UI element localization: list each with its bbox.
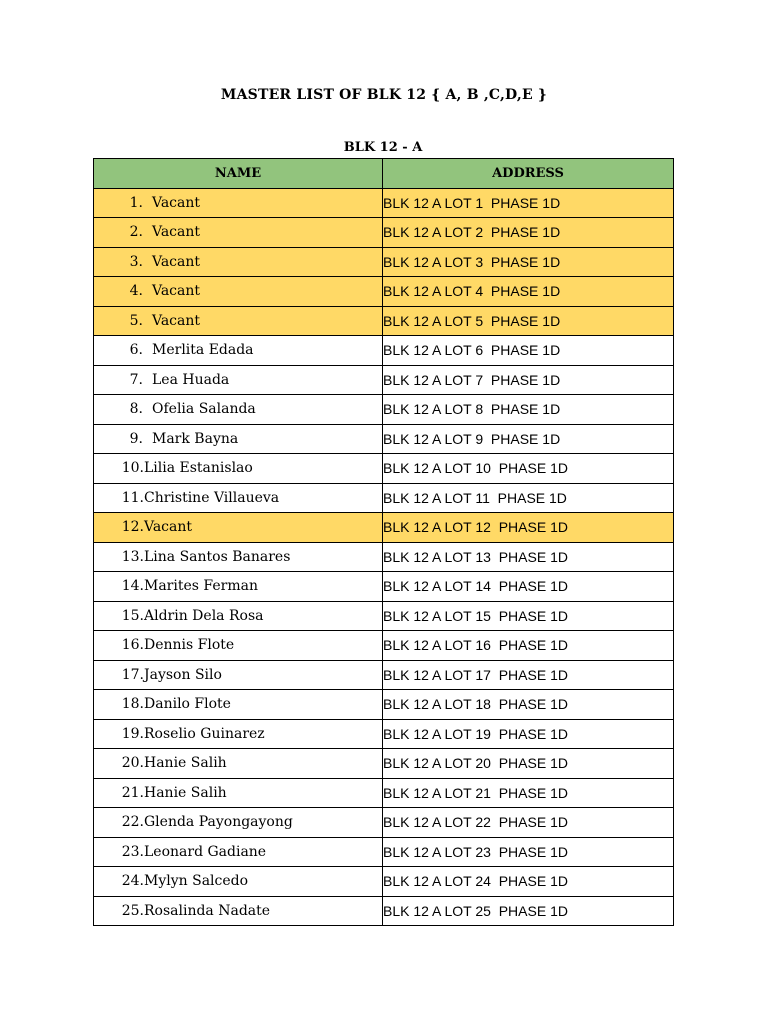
document-title: MASTER LIST OF BLK 12 { A, B ,C,D,E } xyxy=(220,87,548,103)
resident-name: Jayson Silo xyxy=(144,666,222,683)
table-row xyxy=(94,572,674,602)
table-row xyxy=(94,778,674,808)
resident-name: Vacant xyxy=(152,253,201,270)
row-number: 3. xyxy=(129,253,143,270)
resident-name-cell xyxy=(94,336,383,366)
resident-name: Danilo Flote xyxy=(144,696,231,713)
row-number: 8. xyxy=(129,401,143,418)
address-cell: BLK 12 A LOT 12 PHASE 1D xyxy=(383,513,674,543)
row-number: 2. xyxy=(129,224,143,241)
table-row xyxy=(94,690,674,720)
row-number: 11. xyxy=(121,489,144,506)
resident-name-cell xyxy=(94,808,383,838)
address-cell: BLK 12 A LOT 11 PHASE 1D xyxy=(383,483,674,513)
address-cell: BLK 12 A LOT 10 PHASE 1D xyxy=(383,454,674,484)
address-cell: BLK 12 A LOT 3 PHASE 1D xyxy=(383,247,674,277)
resident-name-cell xyxy=(94,867,383,897)
resident-name-cell xyxy=(94,601,383,631)
resident-name: Mark Bayna xyxy=(152,430,239,447)
row-number: 6. xyxy=(129,342,143,359)
resident-name-cell xyxy=(94,188,383,218)
row-number: 24. xyxy=(121,873,144,890)
row-number: 4. xyxy=(129,283,143,300)
table-row xyxy=(94,631,674,661)
address-cell: BLK 12 A LOT 7 PHASE 1D xyxy=(383,365,674,395)
resident-name: Marites Ferman xyxy=(144,578,258,595)
table-row xyxy=(94,247,674,277)
resident-name: Dennis Flote xyxy=(144,637,235,654)
resident-name-cell xyxy=(94,896,383,926)
table-row xyxy=(94,896,674,926)
table-row xyxy=(94,277,674,307)
table-row xyxy=(94,660,674,690)
resident-name-cell xyxy=(94,572,383,602)
address-cell: BLK 12 A LOT 9 PHASE 1D xyxy=(383,424,674,454)
address-cell: BLK 12 A LOT 20 PHASE 1D xyxy=(383,749,674,779)
address-cell: BLK 12 A LOT 5 PHASE 1D xyxy=(383,306,674,336)
row-number: 14. xyxy=(121,578,144,595)
address-cell: BLK 12 A LOT 18 PHASE 1D xyxy=(383,690,674,720)
table-row xyxy=(94,542,674,572)
resident-name-cell xyxy=(94,424,383,454)
resident-name-cell xyxy=(94,542,383,572)
address-cell: BLK 12 A LOT 4 PHASE 1D xyxy=(383,277,674,307)
row-number: 7. xyxy=(129,371,143,388)
name-column-header: NAME xyxy=(94,159,383,189)
master-list-table xyxy=(93,158,674,926)
resident-name: Glenda Payongayong xyxy=(144,814,293,831)
table-row xyxy=(94,837,674,867)
resident-name: Hanie Salih xyxy=(144,755,227,772)
table-row xyxy=(94,306,674,336)
table-row xyxy=(94,336,674,366)
resident-name: Hanie Salih xyxy=(144,784,227,801)
resident-name-cell xyxy=(94,749,383,779)
row-number: 13. xyxy=(121,548,144,565)
resident-name: Rosalinda Nadate xyxy=(144,902,271,919)
table-row xyxy=(94,424,674,454)
address-cell: BLK 12 A LOT 17 PHASE 1D xyxy=(383,660,674,690)
resident-name: Mylyn Salcedo xyxy=(144,873,249,890)
table-body xyxy=(94,188,674,926)
table-row xyxy=(94,808,674,838)
table-row xyxy=(94,483,674,513)
table-row xyxy=(94,513,674,543)
table-row xyxy=(94,601,674,631)
resident-name: Vacant xyxy=(152,194,201,211)
resident-name: Vacant xyxy=(144,519,193,536)
row-number: 9. xyxy=(129,430,143,447)
address-cell: BLK 12 A LOT 21 PHASE 1D xyxy=(383,778,674,808)
resident-name-cell xyxy=(94,837,383,867)
resident-name: Lilia Estanislao xyxy=(144,460,253,477)
resident-name-cell xyxy=(94,631,383,661)
row-number: 15. xyxy=(121,607,144,624)
resident-name: Leonard Gadiane xyxy=(144,843,267,860)
address-column-header: ADDRESS xyxy=(383,159,674,189)
address-cell: BLK 12 A LOT 24 PHASE 1D xyxy=(383,867,674,897)
row-number: 22. xyxy=(121,814,144,831)
resident-name: Vacant xyxy=(152,283,201,300)
address-cell: BLK 12 A LOT 14 PHASE 1D xyxy=(383,572,674,602)
resident-name: Aldrin Dela Rosa xyxy=(144,607,264,624)
table-row xyxy=(94,719,674,749)
address-cell: BLK 12 A LOT 1 PHASE 1D xyxy=(383,188,674,218)
address-cell: BLK 12 A LOT 15 PHASE 1D xyxy=(383,601,674,631)
table-row xyxy=(94,454,674,484)
row-number: 1. xyxy=(129,194,143,211)
row-number: 17. xyxy=(121,666,144,683)
resident-name: Vacant xyxy=(152,224,201,241)
block-subtitle: BLK 12 - A xyxy=(343,140,423,155)
address-cell: BLK 12 A LOT 8 PHASE 1D xyxy=(383,395,674,425)
resident-name-cell xyxy=(94,218,383,248)
row-number: 21. xyxy=(121,784,144,801)
row-number: 23. xyxy=(121,843,144,860)
header-row xyxy=(94,159,674,189)
table-row xyxy=(94,188,674,218)
resident-name: Christine Villaueva xyxy=(144,489,280,506)
address-cell: BLK 12 A LOT 25 PHASE 1D xyxy=(383,896,674,926)
table-row xyxy=(94,365,674,395)
row-number: 16. xyxy=(121,637,144,654)
address-cell: BLK 12 A LOT 6 PHASE 1D xyxy=(383,336,674,366)
table-row xyxy=(94,867,674,897)
row-number: 20. xyxy=(121,755,144,772)
resident-name: Merlita Edada xyxy=(152,342,254,359)
resident-name-cell xyxy=(94,513,383,543)
address-cell: BLK 12 A LOT 16 PHASE 1D xyxy=(383,631,674,661)
table-row xyxy=(94,395,674,425)
address-cell: BLK 12 A LOT 22 PHASE 1D xyxy=(383,808,674,838)
resident-name-cell xyxy=(94,778,383,808)
resident-name: Roselio Guinarez xyxy=(144,725,265,742)
row-number: 19. xyxy=(121,725,144,742)
resident-name: Ofelia Salanda xyxy=(152,401,256,418)
row-number: 25. xyxy=(121,902,144,919)
resident-name: Lea Huada xyxy=(152,371,230,388)
row-number: 10. xyxy=(121,460,144,477)
resident-name-cell xyxy=(94,660,383,690)
resident-name-cell xyxy=(94,690,383,720)
resident-name-cell xyxy=(94,395,383,425)
resident-name: Vacant xyxy=(152,312,201,329)
table-row xyxy=(94,749,674,779)
resident-name: Lina Santos Banares xyxy=(144,548,291,565)
resident-name-cell xyxy=(94,454,383,484)
row-number: 5. xyxy=(129,312,143,329)
resident-name-cell xyxy=(94,365,383,395)
resident-name-cell xyxy=(94,247,383,277)
address-cell: BLK 12 A LOT 13 PHASE 1D xyxy=(383,542,674,572)
row-number: 18. xyxy=(121,696,144,713)
address-cell: BLK 12 A LOT 19 PHASE 1D xyxy=(383,719,674,749)
resident-name-cell xyxy=(94,277,383,307)
table-row xyxy=(94,218,674,248)
address-cell: BLK 12 A LOT 23 PHASE 1D xyxy=(383,837,674,867)
address-cell: BLK 12 A LOT 2 PHASE 1D xyxy=(383,218,674,248)
resident-name-cell xyxy=(94,306,383,336)
resident-name-cell xyxy=(94,483,383,513)
resident-name-cell xyxy=(94,719,383,749)
row-number: 12. xyxy=(121,519,144,536)
